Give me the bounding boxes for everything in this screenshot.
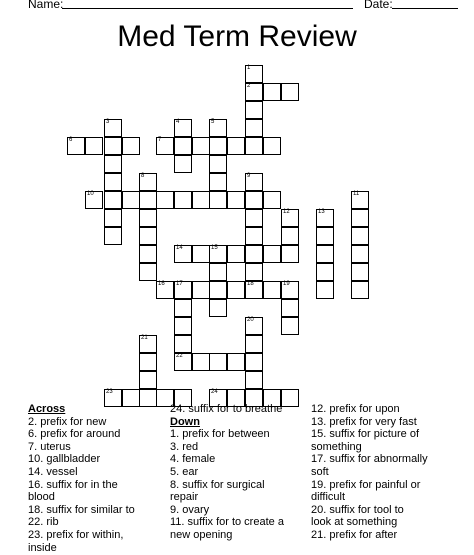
clue-number: 18 bbox=[247, 281, 254, 287]
clue-text: 18. suffix for similar to bbox=[28, 503, 135, 516]
grid-cell[interactable] bbox=[351, 281, 369, 299]
clue-text: 22. rib bbox=[28, 516, 59, 529]
clue-number: 2 bbox=[247, 83, 251, 89]
clue-number: 5 bbox=[211, 119, 215, 125]
grid-cell[interactable] bbox=[245, 335, 263, 353]
grid-cell[interactable] bbox=[174, 299, 192, 317]
grid-cell[interactable] bbox=[281, 209, 299, 227]
grid-cell[interactable] bbox=[263, 83, 281, 101]
clue-number: 11 bbox=[353, 191, 360, 197]
grid-cell[interactable] bbox=[245, 353, 263, 371]
grid-cell[interactable] bbox=[209, 299, 227, 317]
clues-column-3 bbox=[311, 403, 471, 542]
grid-cell[interactable] bbox=[209, 137, 227, 155]
grid-cell[interactable] bbox=[122, 191, 140, 209]
grid-cell[interactable] bbox=[122, 137, 140, 155]
grid-cell[interactable] bbox=[245, 83, 263, 101]
grid-cell[interactable] bbox=[139, 245, 157, 263]
grid-cell[interactable] bbox=[281, 227, 299, 245]
grid-cell[interactable] bbox=[192, 281, 210, 299]
grid-cell[interactable] bbox=[281, 317, 299, 335]
grid-cell[interactable] bbox=[245, 191, 263, 209]
grid-cell[interactable] bbox=[281, 83, 299, 101]
grid-cell[interactable] bbox=[351, 191, 369, 209]
grid-cell[interactable] bbox=[156, 137, 174, 155]
clue-text: 15. suffix for picture of bbox=[311, 428, 420, 441]
grid-cell[interactable] bbox=[245, 173, 263, 191]
clue-number: 17 bbox=[176, 281, 183, 287]
grid-cell[interactable] bbox=[245, 137, 263, 155]
clue-number: 9 bbox=[247, 173, 251, 179]
clue-number: 16 bbox=[158, 281, 165, 287]
clue-number: 1 bbox=[247, 65, 251, 71]
grid-cell[interactable] bbox=[263, 245, 281, 263]
clue-number: 24 bbox=[211, 389, 218, 395]
clue-text: 20. suffix for tool to bbox=[311, 503, 404, 516]
clue-number: 22 bbox=[176, 353, 183, 359]
clue-number: 6 bbox=[69, 137, 73, 143]
grid-cell[interactable] bbox=[139, 227, 157, 245]
clue-text: 23. prefix for within, bbox=[28, 528, 124, 541]
clue-text: difficult bbox=[311, 491, 346, 504]
grid-cell[interactable] bbox=[245, 227, 263, 245]
grid-cell[interactable] bbox=[351, 209, 369, 227]
grid-cell[interactable] bbox=[156, 191, 174, 209]
grid-cell[interactable] bbox=[174, 281, 192, 299]
grid-cell[interactable] bbox=[139, 335, 157, 353]
clue-text: 8. suffix for surgical bbox=[170, 478, 265, 491]
clue-text: 19. prefix for painful or bbox=[311, 478, 421, 491]
grid-cell[interactable] bbox=[209, 119, 227, 137]
grid-cell[interactable] bbox=[316, 209, 334, 227]
grid-cell[interactable] bbox=[174, 335, 192, 353]
clue-number: 3 bbox=[106, 119, 110, 125]
clue-section-heading: Across bbox=[28, 403, 66, 415]
clue-text: 12. prefix for upon bbox=[311, 403, 400, 415]
clue-number: 19 bbox=[283, 281, 290, 287]
grid-cell[interactable] bbox=[104, 227, 122, 245]
grid-cell[interactable] bbox=[245, 371, 263, 389]
clue-text: 2. prefix for new bbox=[28, 415, 107, 428]
clue-text: 5. ear bbox=[170, 465, 199, 478]
clue-section-heading: Down bbox=[170, 415, 200, 428]
grid-cell[interactable] bbox=[316, 227, 334, 245]
clue-text: 16. suffix for in the bbox=[28, 478, 118, 491]
clue-number: 8 bbox=[141, 173, 145, 179]
clue-text: 9. ovary bbox=[170, 503, 210, 516]
grid-cell[interactable] bbox=[281, 281, 299, 299]
clue-number: 20 bbox=[247, 317, 254, 323]
clue-text: 1. prefix for between bbox=[170, 428, 270, 441]
clue-text: 17. suffix for abnormally bbox=[311, 453, 428, 466]
grid-cell[interactable] bbox=[104, 209, 122, 227]
clue-number: 21 bbox=[141, 335, 148, 341]
grid-cell[interactable] bbox=[263, 281, 281, 299]
grid-cell[interactable] bbox=[209, 155, 227, 173]
grid-cell[interactable] bbox=[351, 227, 369, 245]
clue-number: 13 bbox=[318, 209, 325, 215]
grid-cell[interactable] bbox=[85, 191, 103, 209]
clue-number: 4 bbox=[176, 119, 180, 125]
grid-cell[interactable] bbox=[209, 281, 227, 299]
grid-cell[interactable] bbox=[209, 263, 227, 281]
clue-text: 4. female bbox=[170, 453, 216, 466]
clue-text: repair bbox=[170, 491, 199, 504]
clue-text: 24. suffix for to breathe bbox=[170, 403, 283, 415]
clue-text: new opening bbox=[170, 528, 233, 541]
grid-cell[interactable] bbox=[67, 137, 85, 155]
grid-cell[interactable] bbox=[104, 119, 122, 137]
grid-cell[interactable] bbox=[245, 281, 263, 299]
clues-column-2 bbox=[170, 403, 310, 542]
grid-cell[interactable] bbox=[245, 119, 263, 137]
grid-cell[interactable] bbox=[351, 263, 369, 281]
grid-cell[interactable] bbox=[192, 137, 210, 155]
grid-cell[interactable] bbox=[174, 137, 192, 155]
grid-cell[interactable] bbox=[139, 263, 157, 281]
grid-cell[interactable] bbox=[156, 281, 174, 299]
clue-text: 14. vessel bbox=[28, 465, 78, 478]
grid-cell[interactable] bbox=[139, 173, 157, 191]
clue-number: 10 bbox=[87, 191, 94, 197]
grid-cell[interactable] bbox=[227, 245, 245, 263]
grid-cell[interactable] bbox=[85, 137, 103, 155]
grid-cell[interactable] bbox=[104, 155, 122, 173]
grid-cell[interactable] bbox=[245, 65, 263, 83]
clue-text: 3. red bbox=[170, 440, 199, 453]
grid-cell[interactable] bbox=[139, 191, 157, 209]
clue-text: blood bbox=[28, 491, 55, 504]
grid-cell[interactable] bbox=[227, 191, 245, 209]
grid-cell[interactable] bbox=[104, 173, 122, 191]
grid-cell[interactable] bbox=[139, 209, 157, 227]
grid-cell[interactable] bbox=[209, 173, 227, 191]
grid-cell[interactable] bbox=[104, 191, 122, 209]
clue-text: 13. prefix for very fast bbox=[311, 415, 417, 428]
grid-cell[interactable] bbox=[227, 353, 245, 371]
clue-text: look at something bbox=[311, 516, 398, 529]
grid-cell[interactable] bbox=[174, 155, 192, 173]
clue-number: 14 bbox=[176, 245, 183, 251]
clue-text: soft bbox=[311, 465, 329, 478]
grid-cell[interactable] bbox=[245, 317, 263, 335]
grid-cell[interactable] bbox=[245, 263, 263, 281]
grid-cell[interactable] bbox=[174, 317, 192, 335]
grid-cell[interactable] bbox=[104, 137, 122, 155]
grid-cell[interactable] bbox=[316, 281, 334, 299]
clues-column-1 bbox=[28, 403, 163, 554]
grid-cell[interactable] bbox=[245, 101, 263, 119]
puzzle-title: Med Term Review bbox=[117, 20, 357, 53]
grid-cell[interactable] bbox=[316, 245, 334, 263]
clue-text: inside bbox=[28, 541, 57, 554]
grid-cell[interactable] bbox=[174, 191, 192, 209]
clue-text: 11. suffix for to create a bbox=[170, 516, 284, 529]
grid-cell[interactable] bbox=[316, 263, 334, 281]
clue-number: 12 bbox=[283, 209, 290, 215]
grid-cell[interactable] bbox=[209, 353, 227, 371]
clue-number: 15 bbox=[211, 245, 218, 251]
grid-cell[interactable] bbox=[192, 353, 210, 371]
clue-text: 10. gallbladder bbox=[28, 453, 101, 466]
grid-cell[interactable] bbox=[209, 245, 227, 263]
grid-cell[interactable] bbox=[192, 245, 210, 263]
clue-text: 6. prefix for around bbox=[28, 428, 121, 441]
grid-cell[interactable] bbox=[209, 191, 227, 209]
grid-cell[interactable] bbox=[174, 119, 192, 137]
grid-cell[interactable] bbox=[139, 353, 157, 371]
clue-number: 23 bbox=[106, 389, 113, 395]
clue-text: something bbox=[311, 440, 362, 453]
grid-cell[interactable] bbox=[174, 353, 192, 371]
clue-text: 21. prefix for after bbox=[311, 528, 398, 541]
grid-cell[interactable] bbox=[139, 371, 157, 389]
grid-cell[interactable] bbox=[351, 245, 369, 263]
name-label: Name: bbox=[28, 0, 64, 11]
grid-cell[interactable] bbox=[227, 137, 245, 155]
clue-number: 7 bbox=[158, 137, 162, 143]
grid-cell[interactable] bbox=[174, 245, 192, 263]
grid-cell[interactable] bbox=[192, 191, 210, 209]
grid-cell[interactable] bbox=[227, 281, 245, 299]
date-label: Date: bbox=[364, 0, 393, 11]
clue-text: 7. uterus bbox=[28, 440, 71, 453]
grid-cell[interactable] bbox=[263, 137, 281, 155]
grid-cell[interactable] bbox=[281, 299, 299, 317]
grid-cell[interactable] bbox=[263, 191, 281, 209]
grid-cell[interactable] bbox=[245, 245, 263, 263]
grid-cell[interactable] bbox=[245, 209, 263, 227]
grid-cell[interactable] bbox=[281, 245, 299, 263]
